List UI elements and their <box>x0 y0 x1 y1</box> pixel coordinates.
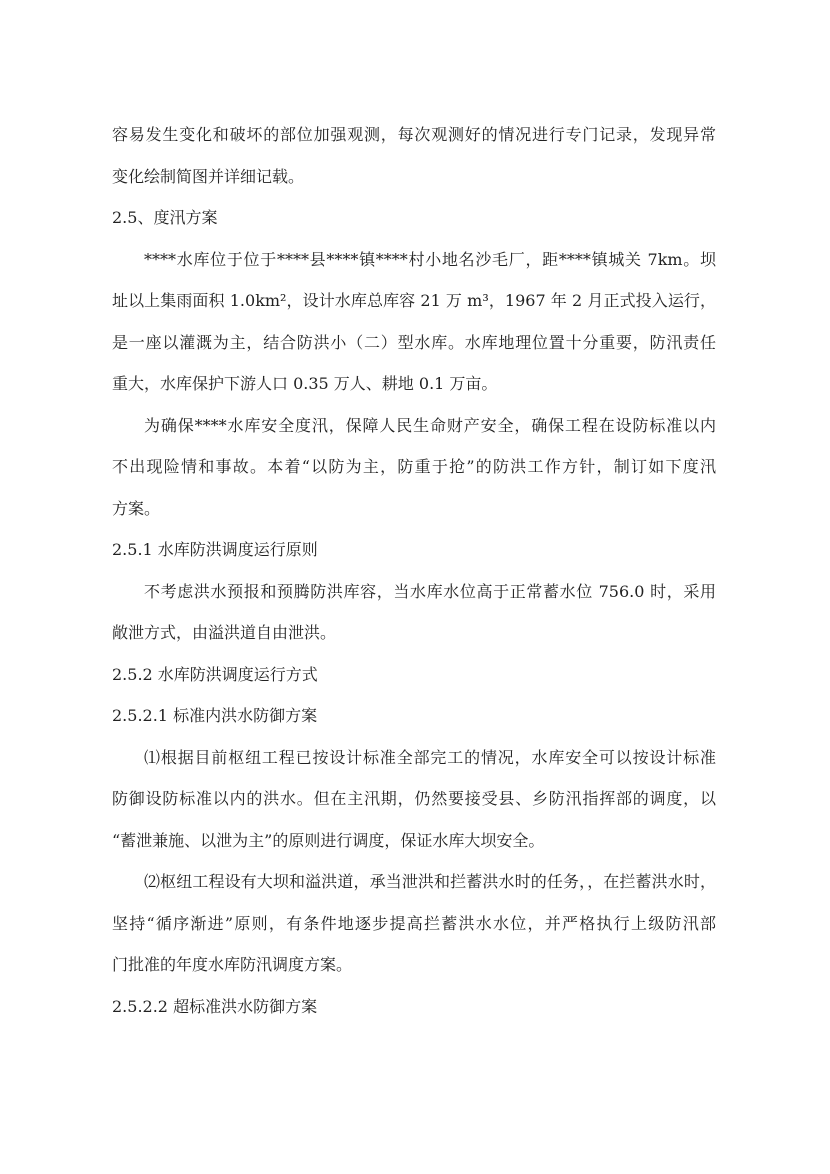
text-line: 2.5.2 水库防洪调度运行方式 <box>112 664 318 684</box>
paragraph <box>112 861 716 986</box>
paragraph <box>112 114 716 197</box>
text-line: ⑴根据目前枢纽工程已按设计标准全部完工的情况，水库安全可以按设计标准 <box>144 747 716 767</box>
text-line: 重大，水库保护下游人口 0.35 万人、耕地 0.1 万亩。 <box>112 374 498 393</box>
section-heading <box>112 986 716 1028</box>
text-line: 不出现险情和事故。本着“以防为主，防重于抢”的防洪工作方针，制订如下度汛 <box>112 457 716 476</box>
section-heading <box>112 529 716 571</box>
text-line: 防御设防标准以内的洪水。但在主汛期，仍然要接受县、乡防汛指挥部的调度，以 <box>112 789 716 808</box>
paragraph <box>112 737 716 862</box>
text-line: 不考虑洪水预报和预腾防洪库容，当水库水位高于正常蓄水位 756.0 时，采用 <box>144 581 716 601</box>
text-line: 2.5.2.2 超标准洪水防御方案 <box>112 996 318 1016</box>
text-line: 变化绘制简图并详细记载。 <box>112 166 305 186</box>
text-line: ****水库位于位于****县****镇****村小地名沙毛厂，距****镇城关 7km。坝 <box>144 249 716 269</box>
paragraph <box>112 405 716 530</box>
text-line: 坚持“循序渐进”原则，有条件地逐步提高拦蓄洪水水位，并严格执行上级防汛部 <box>112 913 716 933</box>
text-line: 2.5.2.1 标准内洪水防御方案 <box>112 706 318 725</box>
paragraph <box>112 571 716 654</box>
text-line: 为确保****水库安全度汛，保障人民生命财产安全，确保工程在设防标准以内 <box>144 415 716 435</box>
section-heading <box>112 695 716 737</box>
text-line: 址以上集雨面积 1.0km²，设计水库总库容 21 万 m³，1967 年 2 月正式投入运行， <box>112 291 716 310</box>
section-heading <box>112 197 716 239</box>
text-line: 门批准的年度水库防汛调度方案。 <box>112 955 353 974</box>
text-line: 2.5.1 水库防洪调度运行原则 <box>112 540 318 559</box>
paragraph <box>112 239 716 405</box>
text-line: “蓄泄兼施、以泄为主”的原则进行调度，保证水库大坝安全。 <box>112 830 545 850</box>
text-line: 容易发生变化和破坏的部位加强观测，每次观测好的情况进行专门记录，发现异常 <box>112 125 716 144</box>
text-line: 是一座以灌溉为主，结合防洪小（二）型水库。水库地理位置十分重要，防汛责任 <box>112 332 716 352</box>
section-heading <box>112 654 716 696</box>
document-page <box>112 114 716 1027</box>
text-line: 2.5、度汛方案 <box>112 208 218 227</box>
text-line: 敞泄方式，由溢洪道自由泄洪。 <box>112 623 337 642</box>
text-line: 方案。 <box>112 498 161 518</box>
text-line: ⑵枢纽工程设有大坝和溢洪道，承当泄洪和拦蓄洪水时的任务，，在拦蓄洪水时， <box>144 872 716 891</box>
